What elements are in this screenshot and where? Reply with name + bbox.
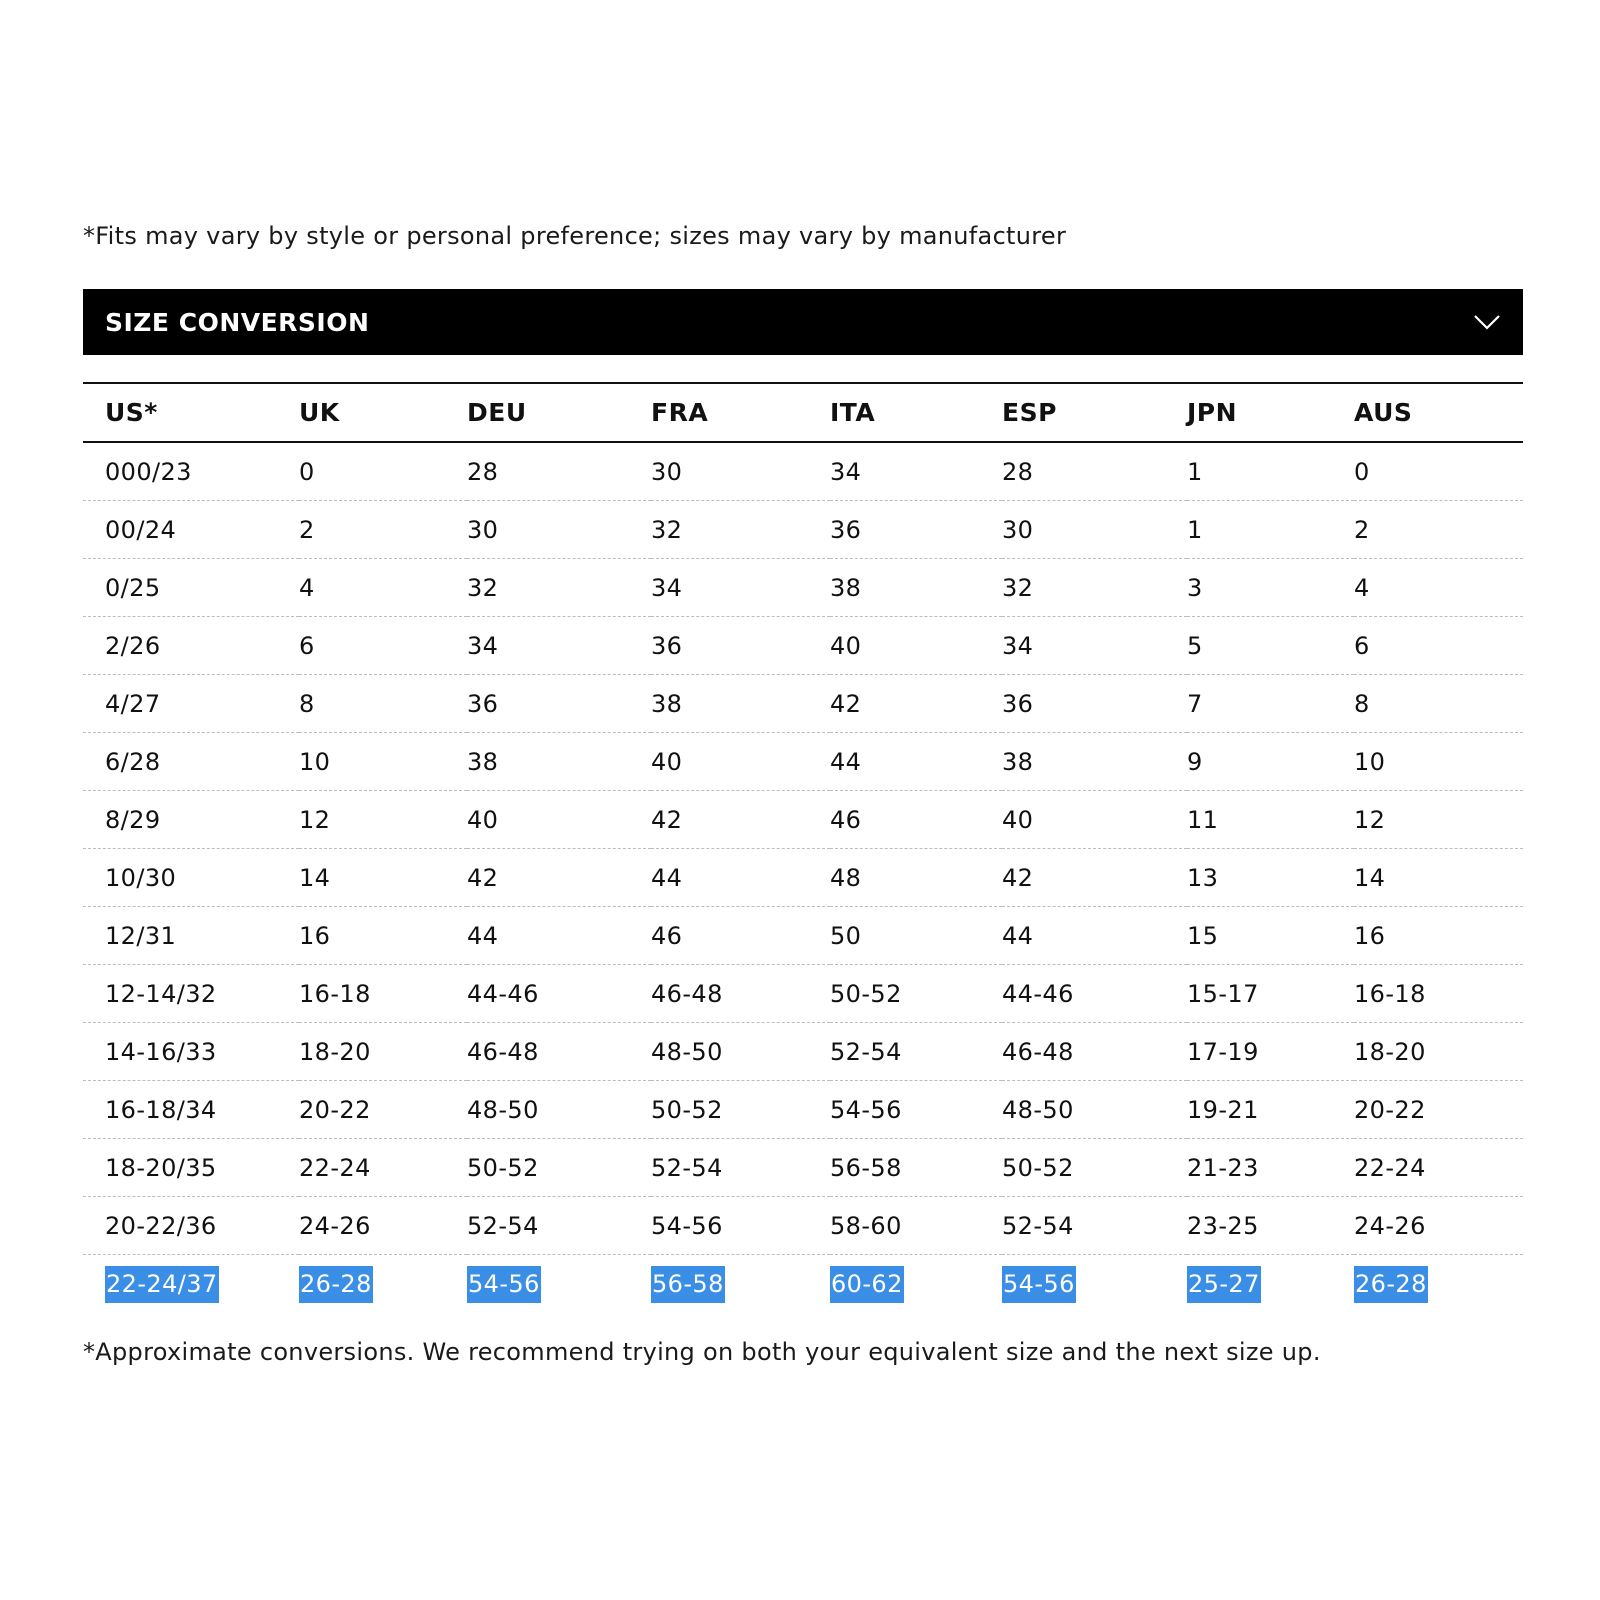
cell-us — [83, 1197, 299, 1255]
cell-fra — [651, 1255, 830, 1313]
cell-value: 0 — [1354, 457, 1370, 486]
cell-value: 7 — [1187, 689, 1203, 718]
cell-value: 20-22 — [1354, 1095, 1426, 1124]
cell-value: 6 — [1354, 631, 1370, 660]
cell-value: 32 — [651, 515, 683, 544]
cell-value: 52-54 — [1002, 1211, 1074, 1240]
table-row — [83, 617, 1523, 675]
cell-deu — [467, 675, 651, 733]
cell-uk — [299, 965, 467, 1023]
table-row — [83, 791, 1523, 849]
cell-value: 46 — [830, 805, 862, 834]
cell-value: 44-46 — [467, 979, 539, 1008]
cell-value: 18-20/35 — [105, 1153, 217, 1182]
cell-value: 50-52 — [1002, 1153, 1074, 1182]
cell-uk — [299, 675, 467, 733]
cell-deu — [467, 849, 651, 907]
cell-ita — [830, 1197, 1002, 1255]
cell-value: 58-60 — [830, 1211, 902, 1240]
cell-value: 52-54 — [467, 1211, 539, 1240]
cell-value: 48 — [830, 863, 862, 892]
cell-ita — [830, 733, 1002, 791]
cell-aus — [1354, 1081, 1523, 1139]
cell-jpn — [1187, 791, 1354, 849]
cell-value: 0/25 — [105, 573, 161, 602]
cell-esp — [1002, 907, 1187, 965]
cell-ita — [830, 849, 1002, 907]
cell-value: 2 — [1354, 515, 1370, 544]
cell-aus — [1354, 1255, 1523, 1313]
table-row — [83, 675, 1523, 733]
cell-esp — [1002, 849, 1187, 907]
cell-aus — [1354, 1139, 1523, 1197]
cell-value: 3 — [1187, 573, 1203, 602]
cell-us — [83, 907, 299, 965]
cell-us — [83, 1081, 299, 1139]
cell-jpn — [1187, 1139, 1354, 1197]
cell-us — [83, 733, 299, 791]
cell-value: 34 — [830, 457, 862, 486]
cell-value: 36 — [467, 689, 499, 718]
cell-value: 42 — [830, 689, 862, 718]
column-header-fra: FRA — [651, 398, 709, 427]
cell-deu — [467, 501, 651, 559]
cell-deu — [467, 1197, 651, 1255]
cell-uk — [299, 849, 467, 907]
cell-value: 54-56 — [830, 1095, 902, 1124]
cell-value: 46-48 — [1002, 1037, 1074, 1066]
table-row — [83, 849, 1523, 907]
cell-aus — [1354, 733, 1523, 791]
cell-fra — [651, 442, 830, 501]
cell-value: 38 — [467, 747, 499, 776]
cell-ita — [830, 442, 1002, 501]
cell-value: 6/28 — [105, 747, 161, 776]
cell-value: 15 — [1187, 921, 1219, 950]
cell-value: 34 — [1002, 631, 1034, 660]
cell-value: 10/30 — [105, 863, 177, 892]
cell-value: 50-52 — [467, 1153, 539, 1182]
cell-value: 12/31 — [105, 921, 177, 950]
cell-value: 24-26 — [1354, 1211, 1426, 1240]
cell-ita — [830, 1023, 1002, 1081]
cell-uk — [299, 1139, 467, 1197]
cell-value: 15-17 — [1187, 979, 1259, 1008]
cell-ita — [830, 617, 1002, 675]
selected-cell-value: 56-58 — [651, 1266, 725, 1303]
cell-value: 38 — [651, 689, 683, 718]
cell-value: 000/23 — [105, 457, 192, 486]
selected-cell-value: 26-28 — [299, 1266, 373, 1303]
cell-ita — [830, 1139, 1002, 1197]
cell-aus — [1354, 849, 1523, 907]
table-row — [83, 907, 1523, 965]
cell-us — [83, 617, 299, 675]
cell-value: 18-20 — [1354, 1037, 1426, 1066]
cell-fra — [651, 1197, 830, 1255]
cell-value: 22-24 — [299, 1153, 371, 1182]
table-row — [83, 1255, 1523, 1313]
selected-cell-value: 60-62 — [830, 1266, 904, 1303]
cell-value: 46 — [651, 921, 683, 950]
cell-esp — [1002, 501, 1187, 559]
column-header-uk: UK — [299, 398, 340, 427]
cell-value: 12 — [1354, 805, 1386, 834]
cell-fra — [651, 907, 830, 965]
column-header-us: US* — [105, 398, 158, 427]
table-row — [83, 733, 1523, 791]
cell-value: 40 — [467, 805, 499, 834]
column-header-esp: ESP — [1002, 398, 1057, 427]
cell-deu — [467, 1081, 651, 1139]
cell-aus — [1354, 1023, 1523, 1081]
cell-value: 14 — [1354, 863, 1386, 892]
selected-cell-value: 54-56 — [467, 1266, 541, 1303]
cell-deu — [467, 559, 651, 617]
cell-deu — [467, 965, 651, 1023]
cell-jpn — [1187, 849, 1354, 907]
cell-us — [83, 442, 299, 501]
cell-fra — [651, 791, 830, 849]
table-row — [83, 1197, 1523, 1255]
cell-esp — [1002, 675, 1187, 733]
table-row — [83, 559, 1523, 617]
table-row — [83, 965, 1523, 1023]
cell-esp — [1002, 617, 1187, 675]
cell-deu — [467, 1139, 651, 1197]
selected-cell-value: 22-24/37 — [105, 1266, 219, 1303]
cell-value: 4/27 — [105, 689, 161, 718]
cell-uk — [299, 907, 467, 965]
selected-cell-value: 26-28 — [1354, 1266, 1428, 1303]
cell-jpn — [1187, 1023, 1354, 1081]
cell-value: 52-54 — [830, 1037, 902, 1066]
cell-value: 44 — [830, 747, 862, 776]
cell-uk — [299, 442, 467, 501]
cell-aus — [1354, 501, 1523, 559]
cell-fra — [651, 849, 830, 907]
cell-deu — [467, 1023, 651, 1081]
cell-esp — [1002, 733, 1187, 791]
cell-aus — [1354, 965, 1523, 1023]
cell-value: 40 — [830, 631, 862, 660]
cell-value: 42 — [1002, 863, 1034, 892]
table-row — [83, 1023, 1523, 1081]
cell-value: 36 — [830, 515, 862, 544]
column-header-aus: AUS — [1354, 398, 1413, 427]
cell-value: 44 — [651, 863, 683, 892]
cell-value: 20-22 — [299, 1095, 371, 1124]
cell-value: 38 — [1002, 747, 1034, 776]
cell-esp — [1002, 442, 1187, 501]
cell-value: 22-24 — [1354, 1153, 1426, 1182]
cell-value: 16-18 — [1354, 979, 1426, 1008]
cell-deu — [467, 1255, 651, 1313]
cell-value: 17-19 — [1187, 1037, 1259, 1066]
cell-value: 34 — [467, 631, 499, 660]
table-row — [83, 501, 1523, 559]
cell-value: 38 — [830, 573, 862, 602]
cell-uk — [299, 617, 467, 675]
cell-ita — [830, 907, 1002, 965]
cell-value: 30 — [651, 457, 683, 486]
cell-value: 28 — [467, 457, 499, 486]
cell-uk — [299, 1023, 467, 1081]
cell-fra — [651, 501, 830, 559]
cell-value: 32 — [467, 573, 499, 602]
cell-esp — [1002, 1081, 1187, 1139]
cell-value: 50 — [830, 921, 862, 950]
cell-value: 30 — [1002, 515, 1034, 544]
table-row — [83, 1081, 1523, 1139]
cell-value: 8 — [299, 689, 315, 718]
cell-value: 0 — [299, 457, 315, 486]
cell-ita — [830, 1255, 1002, 1313]
cell-value: 8 — [1354, 689, 1370, 718]
cell-jpn — [1187, 559, 1354, 617]
cell-jpn — [1187, 675, 1354, 733]
cell-deu — [467, 733, 651, 791]
cell-us — [83, 1255, 299, 1313]
cell-ita — [830, 965, 1002, 1023]
cell-value: 50-52 — [651, 1095, 723, 1124]
cell-value: 12 — [299, 805, 331, 834]
cell-jpn — [1187, 442, 1354, 501]
cell-value: 14-16/33 — [105, 1037, 217, 1066]
cell-fra — [651, 675, 830, 733]
cell-value: 12-14/32 — [105, 979, 217, 1008]
cell-value: 30 — [467, 515, 499, 544]
column-header-deu: DEU — [467, 398, 527, 427]
cell-fra — [651, 733, 830, 791]
cell-jpn — [1187, 1081, 1354, 1139]
cell-value: 44-46 — [1002, 979, 1074, 1008]
cell-jpn — [1187, 1255, 1354, 1313]
cell-esp — [1002, 1255, 1187, 1313]
cell-value: 32 — [1002, 573, 1034, 602]
cell-value: 2 — [299, 515, 315, 544]
cell-jpn — [1187, 501, 1354, 559]
column-header-jpn: JPN — [1187, 398, 1238, 427]
cell-aus — [1354, 791, 1523, 849]
column-header-ita: ITA — [830, 398, 876, 427]
cell-deu — [467, 617, 651, 675]
cell-fra — [651, 965, 830, 1023]
cell-aus — [1354, 559, 1523, 617]
cell-fra — [651, 1081, 830, 1139]
cell-aus — [1354, 675, 1523, 733]
cell-uk — [299, 1197, 467, 1255]
cell-value: 40 — [651, 747, 683, 776]
cell-uk — [299, 559, 467, 617]
selected-cell-value: 25-27 — [1187, 1266, 1261, 1303]
cell-esp — [1002, 791, 1187, 849]
cell-ita — [830, 501, 1002, 559]
cell-value: 54-56 — [651, 1211, 723, 1240]
cell-esp — [1002, 1197, 1187, 1255]
cell-fra — [651, 559, 830, 617]
chevron-down-icon[interactable] — [1473, 313, 1501, 331]
cell-value: 36 — [651, 631, 683, 660]
cell-esp — [1002, 1139, 1187, 1197]
cell-deu — [467, 907, 651, 965]
cell-value: 36 — [1002, 689, 1034, 718]
cell-value: 1 — [1187, 457, 1203, 486]
cell-value: 20-22/36 — [105, 1211, 217, 1240]
cell-value: 10 — [1354, 747, 1386, 776]
cell-value: 48-50 — [1002, 1095, 1074, 1124]
cell-jpn — [1187, 617, 1354, 675]
cell-value: 19-21 — [1187, 1095, 1259, 1124]
cell-value: 4 — [1354, 573, 1370, 602]
cell-uk — [299, 791, 467, 849]
cell-value: 56-58 — [830, 1153, 902, 1182]
table-header-row — [83, 383, 1523, 442]
cell-value: 28 — [1002, 457, 1034, 486]
cell-value: 48-50 — [467, 1095, 539, 1124]
cell-jpn — [1187, 907, 1354, 965]
cell-value: 16-18 — [299, 979, 371, 1008]
cell-ita — [830, 559, 1002, 617]
cell-value: 18-20 — [299, 1037, 371, 1066]
table-row — [83, 1139, 1523, 1197]
cell-aus — [1354, 617, 1523, 675]
cell-aus — [1354, 907, 1523, 965]
cell-uk — [299, 733, 467, 791]
cell-value: 9 — [1187, 747, 1203, 776]
cell-value: 16 — [1354, 921, 1386, 950]
cell-jpn — [1187, 1197, 1354, 1255]
cell-value: 44 — [1002, 921, 1034, 950]
approximate-conversions-note: *Approximate conversions. We recommend trying on both your equivalent size and the next size up. — [83, 1338, 1321, 1366]
cell-value: 40 — [1002, 805, 1034, 834]
cell-value: 5 — [1187, 631, 1203, 660]
cell-ita — [830, 1081, 1002, 1139]
cell-value: 23-25 — [1187, 1211, 1259, 1240]
cell-jpn — [1187, 965, 1354, 1023]
cell-value: 21-23 — [1187, 1153, 1259, 1182]
selected-cell-value: 54-56 — [1002, 1266, 1076, 1303]
cell-aus — [1354, 442, 1523, 501]
cell-value: 52-54 — [651, 1153, 723, 1182]
cell-us — [83, 1139, 299, 1197]
cell-value: 46-48 — [651, 979, 723, 1008]
fit-disclaimer: *Fits may vary by style or personal preference; sizes may vary by manufacturer — [83, 222, 1067, 250]
cell-esp — [1002, 559, 1187, 617]
cell-value: 24-26 — [299, 1211, 371, 1240]
cell-value: 6 — [299, 631, 315, 660]
cell-uk — [299, 501, 467, 559]
cell-esp — [1002, 965, 1187, 1023]
cell-us — [83, 849, 299, 907]
cell-us — [83, 965, 299, 1023]
cell-us — [83, 1023, 299, 1081]
cell-esp — [1002, 1023, 1187, 1081]
cell-value: 13 — [1187, 863, 1219, 892]
cell-value: 4 — [299, 573, 315, 602]
cell-value: 48-50 — [651, 1037, 723, 1066]
cell-value: 14 — [299, 863, 331, 892]
cell-value: 42 — [651, 805, 683, 834]
size-conversion-table — [83, 382, 1523, 1312]
cell-us — [83, 501, 299, 559]
section-title: SIZE CONVERSION — [105, 307, 370, 337]
cell-value: 46-48 — [467, 1037, 539, 1066]
cell-us — [83, 675, 299, 733]
cell-fra — [651, 1139, 830, 1197]
cell-fra — [651, 617, 830, 675]
cell-aus — [1354, 1197, 1523, 1255]
cell-uk — [299, 1255, 467, 1313]
cell-value: 1 — [1187, 515, 1203, 544]
table-row — [83, 442, 1523, 501]
cell-fra — [651, 1023, 830, 1081]
cell-ita — [830, 675, 1002, 733]
cell-jpn — [1187, 733, 1354, 791]
cell-deu — [467, 791, 651, 849]
cell-us — [83, 559, 299, 617]
cell-value: 34 — [651, 573, 683, 602]
size-conversion-accordion-header[interactable] — [83, 289, 1523, 355]
cell-deu — [467, 442, 651, 501]
cell-value: 44 — [467, 921, 499, 950]
cell-value: 10 — [299, 747, 331, 776]
cell-value: 16-18/34 — [105, 1095, 217, 1124]
cell-value: 00/24 — [105, 515, 177, 544]
cell-value: 8/29 — [105, 805, 161, 834]
cell-value: 50-52 — [830, 979, 902, 1008]
cell-value: 16 — [299, 921, 331, 950]
table-body — [83, 442, 1523, 1312]
cell-us — [83, 791, 299, 849]
cell-uk — [299, 1081, 467, 1139]
cell-value: 42 — [467, 863, 499, 892]
cell-value: 2/26 — [105, 631, 161, 660]
cell-value: 11 — [1187, 805, 1219, 834]
cell-ita — [830, 791, 1002, 849]
